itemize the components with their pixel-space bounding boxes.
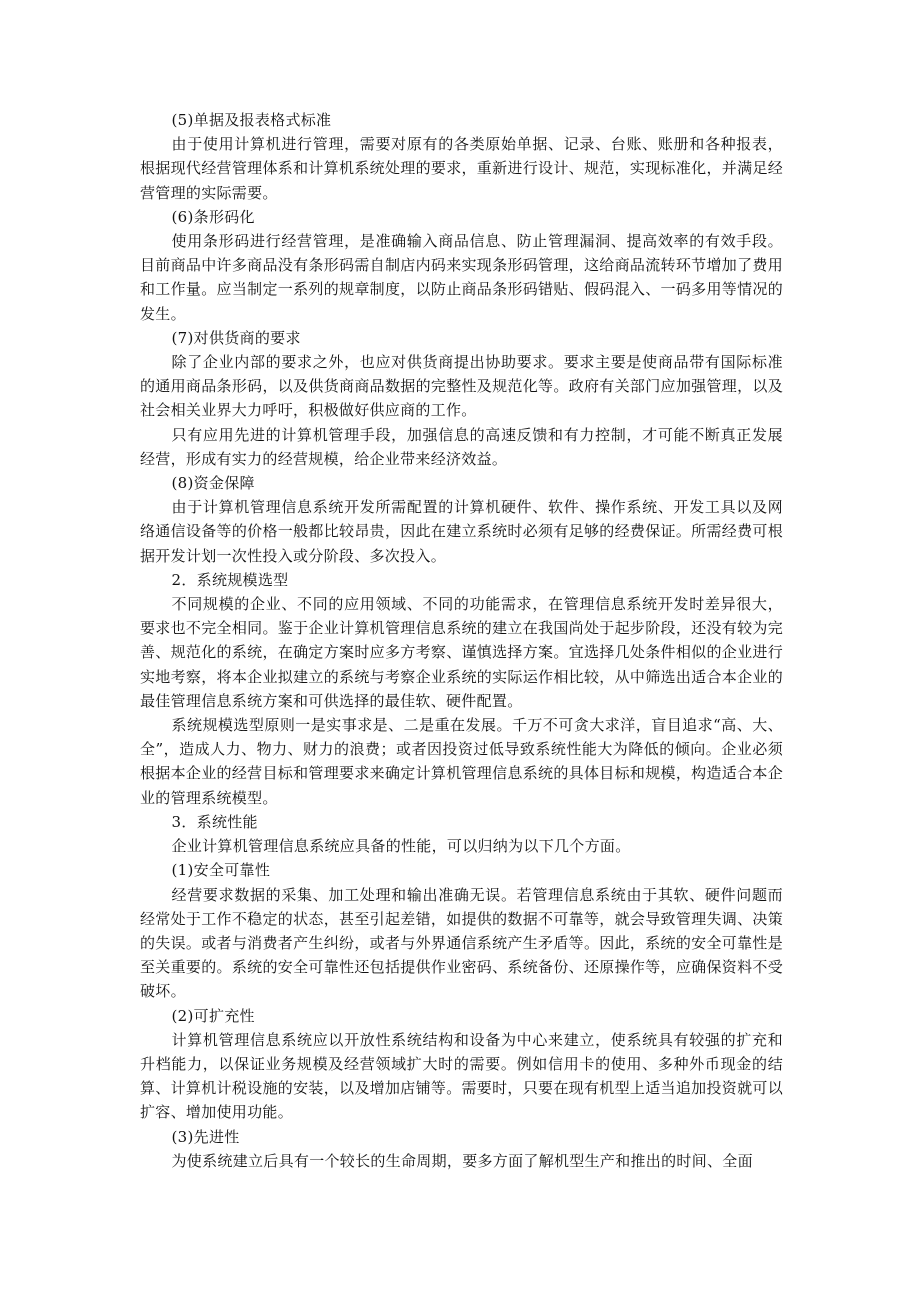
paragraph-system-scale-principles: 系统规模选型原则一是实事求是、二是重在发展。千万不可贪大求洋，盲目追求“高、大、全”，造成人力、物力、财力的浪费；或者因投资过低导致系统性能大为降低的倾向。企业必须根据本企业的经营目标和管理要求来确定计算机管理信息系统的具体目标和规模，构造适合本企业的管理系统模型。 bbox=[140, 716, 783, 807]
paragraph-advanced-management: 只有应用先进的计算机管理手段，加强信息的高速反馈和有力控制，才可能不断真正发展经营，形成有实力的经营规模，给企业带来经济效益。 bbox=[140, 425, 783, 468]
paragraph-document-format-body: 由于使用计算机进行管理，需要对原有的各类原始单据、记录、台账、账册和各种报表，根据现代经营管理体系和计算机系统处理的要求，重新进行设计、规范，实现标准化，并满足经营管理的实际需要。 bbox=[140, 135, 783, 202]
paragraph-supplier-requirements-body: 除了企业内部的要求之外，也应对供货商提出协助要求。要求主要是使商品带有国际标准的通用商品条形码，以及供货商商品数据的完整性及规范化等。政府有关部门应加强管理，以及社会相关业界大力呼吁，积极做好供应商的工作。 bbox=[140, 353, 783, 420]
document-page bbox=[140, 108, 783, 1173]
heading-1-reliability: (1)安全可靠性 bbox=[171, 861, 271, 880]
paragraph-reliability-body: 经营要求数据的采集、加工处理和输出准确无误。若管理信息系统由于其软、硬件问题而经常处于工作不稳定的状态，甚至引起差错，如提供的数据不可靠等，就会导致管理失调、决策的失误。或者与消费者产生纠纷，或者与外界通信系统产生矛盾等。因此，系统的安全可靠性是至关重要的。系统的安全可靠性还包括提供作业密码、系统备份、还原操作等，应确保资料不受破坏。 bbox=[140, 885, 783, 1001]
heading-2-system-scale: 2．系统规模选型 bbox=[171, 570, 289, 589]
heading-7-supplier-requirements: (7)对供货商的要求 bbox=[171, 328, 301, 347]
paragraph-scalability-body: 计算机管理信息系统应以开放性系统结构和设备为中心来建立，使系统具有较强的扩充和升档能力，以保证业务规模及经营领域扩大时的需要。例如信用卡的使用、多种外币现金的结算、计算机计税设施的安装，以及增加店铺等。需要时，只要在现有机型上适当追加投资就可以扩容、增加使用功能。 bbox=[140, 1030, 783, 1122]
heading-3-advancement: (3)先进性 bbox=[171, 1127, 240, 1146]
paragraph-barcoding-body: 使用条形码进行经营管理，是准确输入商品信息、防止管理漏洞、提高效率的有效手段。目前商品中许多商品没有条形码需自制店内码来实现条形码管理，这给商品流转环节增加了费用和工作量。应当制定一系列的规章制度，以防止商品条形码错贴、假码混入、一码多用等情况的发生。 bbox=[140, 232, 783, 323]
heading-3-system-performance: 3．系统性能 bbox=[171, 812, 258, 831]
paragraph-advancement-body: 为使系统建立后具有一个较长的生命周期，要多方面了解机型生产和推出的时间、全面 bbox=[171, 1151, 753, 1170]
heading-2-scalability: (2)可扩充性 bbox=[171, 1006, 255, 1025]
paragraph-system-scale-body: 不同规模的企业、不同的应用领域、不同的功能需求，在管理信息系统开发时差异很大，要求也不完全相同。鉴于企业计算机管理信息系统的建立在我国尚处于起步阶段，还没有较为完善、规范化的系统，在确定方案时应多方考察、谨慎选择方案。宜选择几处条件相似的企业进行实地考察，将本企业拟建立的系统与考察企业系统的实际运作相比较，从中筛选出适合本企业的最佳管理信息系统方案和可供选择的最佳软、硬件配置。 bbox=[140, 595, 783, 710]
heading-6-barcoding: (6)条形码化 bbox=[171, 207, 255, 226]
heading-8-funding: (8)资金保障 bbox=[171, 474, 255, 493]
paragraph-funding-body: 由于计算机管理信息系统开发所需配置的计算机硬件、软件、操作系统、开发工具以及网络通信设备等的价格一般都比较昂贵，因此在建立系统时必须有足够的经费保证。所需经费可根据开发计划一次性投入或分阶段、多次投入。 bbox=[140, 498, 783, 565]
paragraph-performance-intro: 企业计算机管理信息系统应具备的性能，可以归纳为以下几个方面。 bbox=[171, 837, 631, 856]
heading-5-document-format-standard: (5)单据及报表格式标准 bbox=[171, 111, 332, 129]
